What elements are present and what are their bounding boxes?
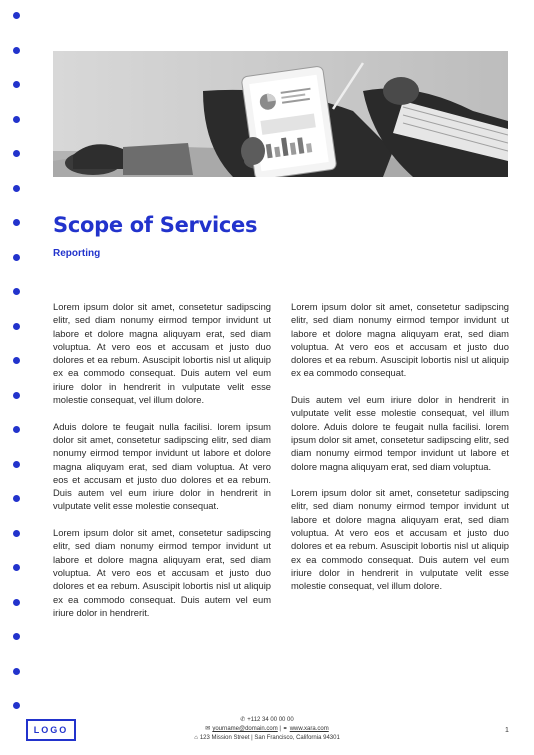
globe-icon: ⚭ xyxy=(282,726,288,732)
envelope-icon: ✉ xyxy=(205,726,211,732)
decorative-dot xyxy=(13,288,20,295)
decorative-dot xyxy=(13,461,20,468)
paragraph: Lorem ipsum dolor sit amet, consetetur sadipscing elitr, sed diam nonumy eirmod tempor invidunt ut labore et dolore magna aliquyam erat, sed diam voluptua. At vero eos et accusam et justo duo dolores et ea rebum. Asuscipit lobortis nisl ut aliquip ex ea commodo consequat. Duis autem vel eum iriure dolor in hendrerit in vulputate velit esse molestie consequat, vel illum dolore. xyxy=(53,301,271,406)
section-subtitle: Reporting xyxy=(53,248,101,259)
page-title: Scope of Services xyxy=(53,213,258,237)
decorative-dot xyxy=(13,323,20,330)
address-line xyxy=(170,734,364,743)
decorative-dot xyxy=(13,633,20,640)
decorative-dot xyxy=(13,668,20,675)
right-text-column xyxy=(291,300,509,606)
decorative-dot xyxy=(13,599,20,606)
decorative-dot xyxy=(13,357,20,364)
decorative-dot xyxy=(13,116,20,123)
paragraph: Lorem ipsum dolor sit amet, consetetur sadipscing elitr, sed diam nonumy eirmod tempor invidunt ut labore et dolore magna aliquyam erat, sed diam voluptua. At vero eos et accusam et justo duo dolores et ea rebum. Asuscipit lobortis nisl ut aliquip ex ea commodo consequat. xyxy=(291,301,509,379)
email-link[interactable]: yourname@domain.com xyxy=(212,726,278,732)
decorative-dot xyxy=(13,702,20,709)
phone-line xyxy=(170,716,364,725)
decorative-dot xyxy=(13,564,20,571)
decorative-dot xyxy=(13,12,20,19)
email-web-line xyxy=(170,725,364,734)
contact-info xyxy=(170,716,364,743)
decorative-dot xyxy=(13,392,20,399)
logo-box: LOGO xyxy=(26,719,76,741)
decorative-dot xyxy=(13,254,20,261)
phone-icon: ✆ xyxy=(240,717,246,723)
decorative-dot xyxy=(13,495,20,502)
paragraph: Duis autem vel eum iriure dolor in hendrerit in vulputate velit esse molestie consequat, vel illum dolore. Aduis dolore te feugait nulla facilisi. lorem ipsum dolor sit amet, consetetur sadipscing elitr, sed diam nonumy eirmod tempor invidunt ut labore et dolore magna aliquyam erat, sed diam voluptua. xyxy=(291,394,509,472)
decorative-dot xyxy=(13,530,20,537)
left-text-column xyxy=(53,300,271,632)
page-footer xyxy=(0,715,534,755)
paragraph: Lorem ipsum dolor sit amet, consetetur sadipscing elitr, sed diam nonumy eirmod tempor invidunt ut labore et dolore magna aliquyam erat, sed diam voluptua. At vero eos et accusam et justo duo dolores et ea rebum. Asuscipit lobortis nisl ut aliquip ex ea commodo consequat. Duis autem vel eum iriure dolor in hendrerit. xyxy=(53,527,271,618)
decorative-dot xyxy=(13,47,20,54)
separator: | xyxy=(277,726,283,732)
address-text: 123 Mission Street | San Francisco, California 94301 xyxy=(199,735,340,741)
decorative-dot xyxy=(13,185,20,192)
paragraph: Lorem ipsum dolor sit amet, consetetur sadipscing elitr, sed diam nonumy eirmod tempor invidunt ut labore et dolore magna aliquyam erat, sed diam voluptua. At vero eos et accusam et justo duo dolores et ea rebum. Asuscipit lobortis nisl ut aliquip ex ea commodo consequat. Duis autem vel eum iriure dolor in hendrerit in vulputate velit esse molestie consequat, vel illum dolore. xyxy=(291,487,509,592)
page-number: 1 xyxy=(505,727,509,734)
tablet-photo-illustration xyxy=(53,51,508,177)
decorative-dot xyxy=(13,150,20,157)
decorative-dot xyxy=(13,426,20,433)
home-icon: ⌂ xyxy=(194,735,198,741)
paragraph: Aduis dolore te feugait nulla facilisi. lorem ipsum dolor sit amet, consetetur sadipscing elitr, sed diam nonumy eirmod tempor invidunt ut labore et dolore magna aliquyam erat, sed diam voluptua. At vero eos et accusam et justo duo dolores et ea rebum. Duis autem vel eum iriure dolor in hendrerit in vulputate velit esse molestie consequat. xyxy=(53,420,271,512)
decorative-dot xyxy=(13,81,20,88)
phone-number: +112 34 00 00 00 xyxy=(247,717,294,723)
website-link[interactable]: www.xara.com xyxy=(289,726,329,732)
hero-image xyxy=(53,51,508,177)
decorative-dot xyxy=(13,219,20,226)
